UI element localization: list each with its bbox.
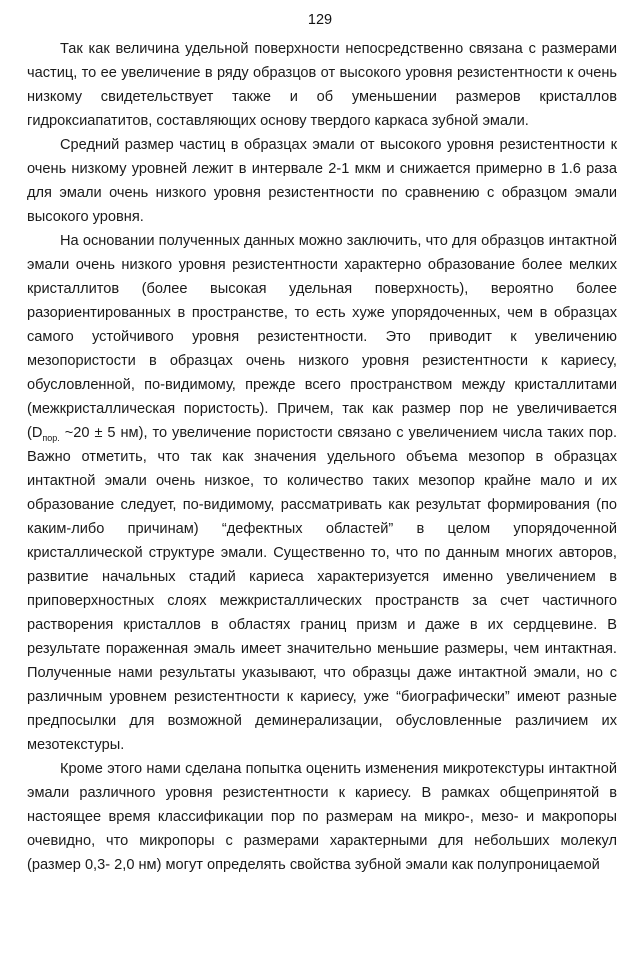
page-number: 129: [307, 12, 333, 28]
body-text: [27, 37, 617, 877]
paragraph-3-part-2: ~20 ± 5 нм), то увеличение пористости связано с увеличением числа таких пор. Важно отметить, что так как значения удельного объема мезопор в образцах интактной эмали очень низкое, то количество таких мезопор крайне мало и их образование следует, по-видимому, рассматривать как результат формирования (по каким-либо причинам) “дефектных областей” в целом упорядоченной кристаллической структуре эмали. Существенно то, что по данным многих авторов, развитие начальных стадий кариеса характеризуется именно увеличением в приповерхностных слоях межкристаллических пространств за счет частичного растворения кристаллов в областях границ призм и даже в их сердцевине. В результате пораженная эмаль имеет значительно меньшие размеры, чем интактная. Полученные нами результаты указывают, что образцы даже интактной эмали, но с различным уровнем резистентности к кариесу, уже “биографически” имеют разные предпосылки для возможной деминерализации, обусловленные различием их мезотекстуры.: [27, 425, 617, 753]
paragraph-3: [27, 229, 617, 757]
paragraph-4: Кроме этого нами сделана попытка оценить изменения микротекстуры интактной эмали различного уровня резистентности к кариесу. В рамках общепринятой в настоящее время классификации пор по размерам на микро-, мезо- и макропоры очевидно, что микропоры с размерами характерными для небольших молекул (размер 0,3- 2,0 нм) могут определять свойства зубной эмали как полупроницаемой: [27, 761, 617, 873]
paragraph-3-part-1: На основании полученных данных можно заключить, что для образцов интактной эмали очень низкого уровня резистентности характерно образование более мелких кристаллитов (более высокая удельная поверхность), вероятно более разориентированных в пространстве, то есть хуже упорядоченных, чем в образцах самого устойчивого уровня резистентности. Это приводит к увеличению мезопористости в образцах очень низкого уровня резистентности к кариесу, обусловленной, по-видимому, прежде всего пространством между кристаллитами (межкристаллическая пористость). Причем, так как размер пор не увеличивается (D: [27, 233, 617, 441]
pore-diameter-subscript: пор.: [42, 432, 60, 443]
paragraph-2: Средний размер частиц в образцах эмали от высокого уровня резистентности к очень низкому уровней лежит в интервале 2-1 мкм и снижается примерно в 1.6 раза для эмали очень низкого уровня резистентности по сравнению с образцом эмали высокого уровня.: [27, 137, 617, 225]
paragraph-1: Так как величина удельной поверхности непосредственно связана с размерами частиц, то ее увеличение в ряду образцов от высокого уровня резистентности к очень низкому свидетельствует также и об уменьшении размеров кристаллов гидроксиапатитов, составляющих основу твердого каркаса зубной эмали.: [27, 41, 617, 129]
